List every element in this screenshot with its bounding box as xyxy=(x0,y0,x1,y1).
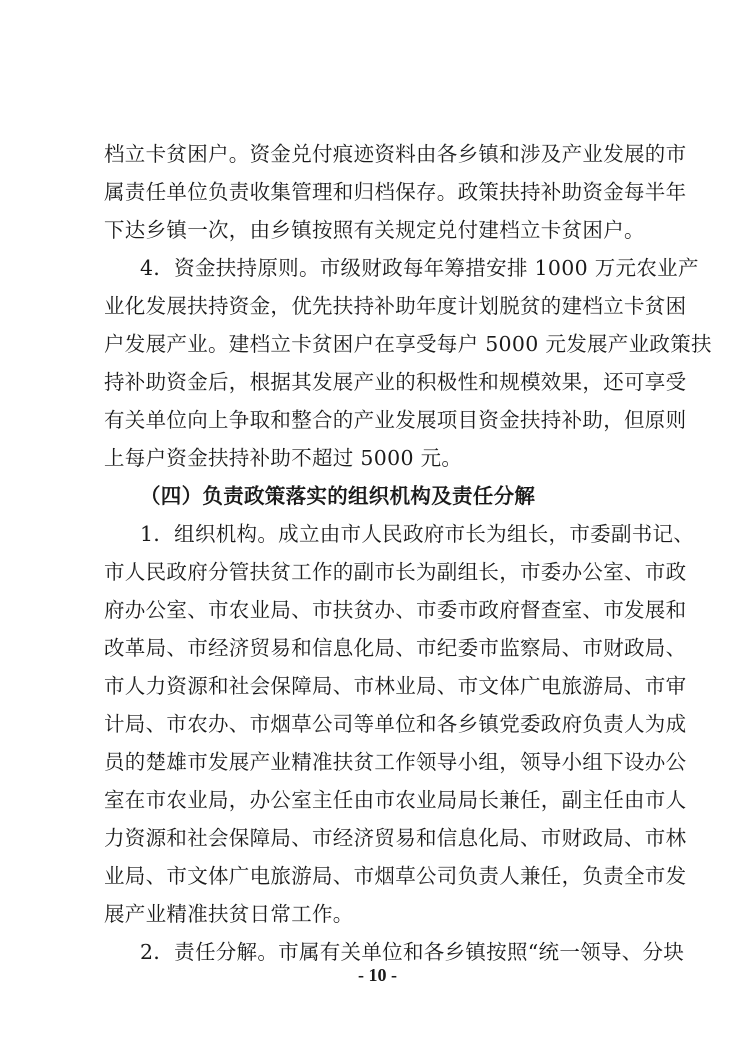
text-line: 档立卡贫困户。资金兑付痕迹资料由各乡镇和涉及产业发展的市 xyxy=(104,142,687,166)
text-line: 业化发展扶持资金，优先扶持补助年度计划脱贫的建档立卡贫困 xyxy=(104,294,687,318)
text-line: 2．责任分解。市属有关单位和各乡镇按照“统一领导、分块 xyxy=(140,940,685,964)
text-line: 市人力资源和社会保障局、市林业局、市文体广电旅游局、市审 xyxy=(104,674,687,698)
section-heading: （四）负责政策落实的组织机构及责任分解 xyxy=(140,484,536,508)
text-line: 下达乡镇一次，由乡镇按照有关规定兑付建档立卡贫困户。 xyxy=(104,218,645,242)
text-line: 市人民政府分管扶贫工作的副市长为副组长，市委办公室、市政 xyxy=(104,560,687,584)
text-line: 计局、市农办、市烟草公司等单位和各乡镇党委政府负责人为成 xyxy=(104,712,687,736)
text-line: 持补助资金后，根据其发展产业的积极性和规模效果，还可享受 xyxy=(104,370,687,394)
text-line: 上每户资金扶持补助不超过 5000 元。 xyxy=(104,446,463,470)
text-line: 属责任单位负责收集管理和归档保存。政策扶持补助资金每半年 xyxy=(104,180,687,204)
page-number: - 10 - xyxy=(358,965,397,985)
text-line: 展产业精准扶贫日常工作。 xyxy=(104,902,354,926)
text-line: 力资源和社会保障局、市经济贸易和信息化局、市财政局、市林 xyxy=(104,826,687,850)
text-line: 员的楚雄市发展产业精准扶贫工作领导小组，领导小组下设办公 xyxy=(104,750,687,774)
text-line: 户发展产业。建档立卡贫困户在享受每户 5000 元发展产业政策扶 xyxy=(104,332,712,356)
text-line: 有关单位向上争取和整合的产业发展项目资金扶持补助，但原则 xyxy=(104,408,687,432)
text-line: 府办公室、市农业局、市扶贫办、市委市政府督查室、市发展和 xyxy=(104,598,687,622)
text-line: 室在市农业局，办公室主任由市农业局局长兼任，副主任由市人 xyxy=(104,788,687,812)
text-line: 4．资金扶持原则。市级财政每年筹措安排 1000 万元农业产 xyxy=(140,256,699,280)
text-line: 1．组织机构。成立由市人民政府市长为组长，市委副书记、 xyxy=(140,522,695,546)
text-line: 业局、市文体广电旅游局、市烟草公司负责人兼任，负责全市发 xyxy=(104,864,687,888)
document-body xyxy=(104,135,712,971)
text-line: 改革局、市经济贸易和信息化局、市纪委市监察局、市财政局、 xyxy=(104,636,687,660)
